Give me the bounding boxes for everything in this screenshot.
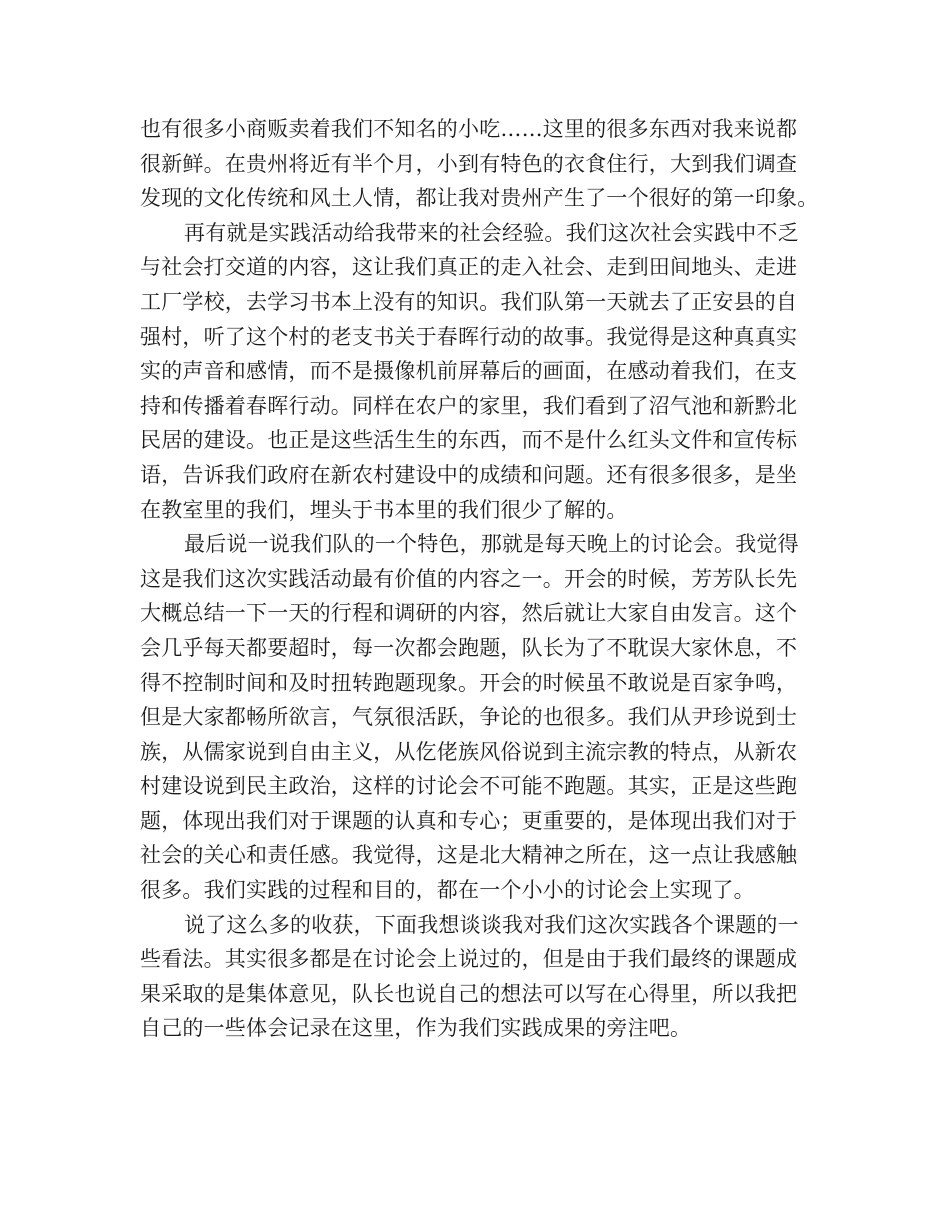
body-text (140, 112, 830, 1046)
text-line: 强村，听了这个村的老支书关于春晖行动的故事。我觉得是这种真真实 (140, 324, 798, 349)
text-line: 在教室里的我们，埋头于书本里的我们很少了解的。 (140, 497, 628, 522)
text-line: 也有很多小商贩卖着我们不知名的小吃……这里的很多东西对我来说都 (140, 117, 798, 141)
text-line: 语，告诉我们政府在新农村建设中的成绩和问题。还有很多很多，是坐 (140, 462, 798, 487)
text-line: 很多。我们实践的过程和目的，都在一个小小的讨论会上实现了。 (140, 878, 755, 903)
paragraph-first-line: 再有就是实践活动给我带来的社会经验。我们这次社会实践中不乏 (184, 220, 799, 245)
text-line: 会几乎每天都要超时，每一次都会跑题，队长为了不耽误大家休息，不 (140, 635, 798, 660)
text-line: 发现的文化传统和风土人情，都让我对贵州产生了一个很好的第一印象。 (140, 186, 819, 211)
text-line: 社会的关心和责任感。我觉得，这是北大精神之所在，这一点让我感触 (140, 843, 798, 868)
text-line: 得不控制时间和及时扭转跑题现象。开会的时候虽不敢说是百家争鸣， (140, 670, 798, 695)
paragraph-first-line: 说了这么多的收获，下面我想谈谈我对我们这次实践各个课题的一 (184, 912, 799, 937)
text-line: 族，从儒家说到自由主义，从仡佬族风俗说到主流宗教的特点，从新农 (140, 739, 798, 764)
text-line: 果采取的是集体意见，队长也说自己的想法可以写在心得里，所以我把 (140, 981, 798, 1006)
text-line: 但是大家都畅所欲言，气氛很活跃，争论的也很多。我们从尹珍说到士 (140, 705, 798, 730)
text-line: 村建设说到民主政治，这样的讨论会不可能不跑题。其实，正是这些跑 (140, 774, 798, 799)
text-line: 题，体现出我们对于课题的认真和专心；更重要的，是体现出我们对于 (140, 808, 798, 833)
text-line: 自己的一些体会记录在这里，作为我们实践成果的旁注吧。 (140, 1016, 692, 1041)
text-line: 工厂学校，去学习书本上没有的知识。我们队第一天就去了正安县的自 (140, 289, 798, 314)
paragraph-first-line: 最后说一说我们队的一个特色，那就是每天晚上的讨论会。我觉得 (184, 532, 799, 557)
text-line: 与社会打交道的内容，这让我们真正的走入社会、走到田间地头、走进 (140, 255, 798, 280)
text-line: 实的声音和感情，而不是摄像机前屏幕后的画面，在感动着我们，在支 (140, 359, 798, 384)
text-line: 持和传播着春晖行动。同样在农户的家里，我们看到了沼气池和新黔北 (140, 393, 798, 418)
text-line: 大概总结一下一天的行程和调研的内容，然后就让大家自由发言。这个 (140, 601, 798, 626)
text-line: 些看法。其实很多都是在讨论会上说过的，但是由于我们最终的课题成 (140, 947, 798, 972)
text-line: 这是我们这次实践活动最有价值的内容之一。开会的时候，芳芳队长先 (140, 566, 798, 591)
text-line: 很新鲜。在贵州将近有半个月，小到有特色的衣食住行，大到我们调查 (140, 151, 798, 176)
text-line: 民居的建设。也正是这些活生生的东西，而不是什么红头文件和宣传标 (140, 428, 798, 453)
